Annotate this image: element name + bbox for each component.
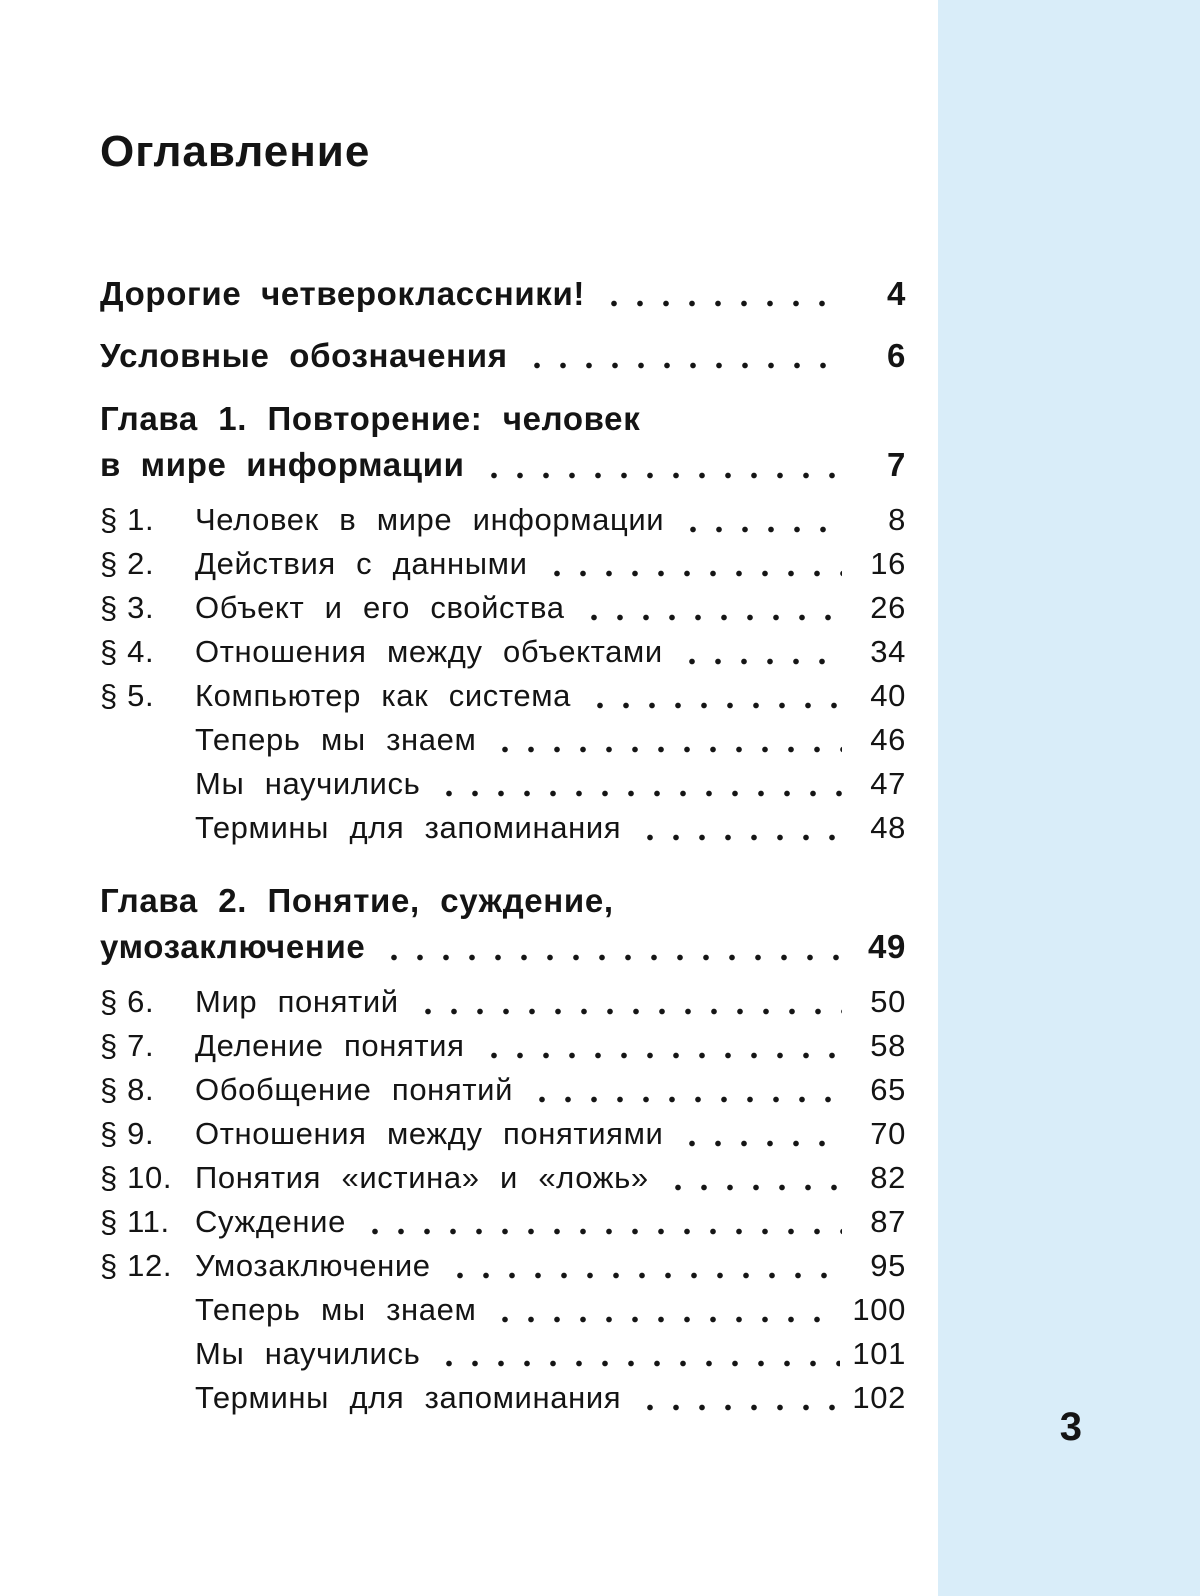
toc-entry xyxy=(100,498,906,542)
toc-entry-page: 82 xyxy=(870,1160,906,1195)
toc-entry-label: Дорогие четвероклассники! xyxy=(100,275,586,312)
toc-entry-number: § 11. xyxy=(100,1204,170,1239)
toc-entry-page: 70 xyxy=(870,1116,906,1151)
toc-entry-page: 102 xyxy=(852,1380,906,1415)
toc-entry xyxy=(100,674,906,718)
toc-entry-number: § 6. xyxy=(100,984,155,1019)
chapter-2-sections xyxy=(100,980,906,1420)
toc-entry-page: 101 xyxy=(852,1336,906,1371)
toc-entry-page: 65 xyxy=(870,1072,906,1107)
toc-entry-page: 95 xyxy=(870,1248,906,1283)
dot-leader xyxy=(635,806,842,850)
toc-entry-label: Обобщение понятий xyxy=(195,1072,514,1107)
toc-entry-page: 48 xyxy=(870,810,906,845)
toc-entry-label: Условные обозначения xyxy=(100,337,508,374)
toc-entry xyxy=(100,542,906,586)
dot-leader xyxy=(635,1376,840,1420)
toc-entry xyxy=(100,334,906,378)
toc-entry-page: 47 xyxy=(870,766,906,801)
dot-leader xyxy=(379,924,842,970)
toc-entry xyxy=(100,586,906,630)
toc-entry-number: § 1. xyxy=(100,502,155,537)
dot-leader xyxy=(445,1244,842,1288)
toc-entry-label: Понятия «истина» и «ложь» xyxy=(195,1160,649,1195)
toc-entry-page: 34 xyxy=(870,634,906,669)
toc-entry-number: § 7. xyxy=(100,1028,155,1063)
toc-entry xyxy=(100,272,906,316)
toc-entry-label: Термины для запоминания xyxy=(195,810,622,845)
toc-entry-page: 87 xyxy=(870,1204,906,1239)
toc-entry-page: 46 xyxy=(870,722,906,757)
toc-entry-label: Человек в мире информации xyxy=(195,502,665,537)
toc-entry-label: Теперь мы знаем xyxy=(195,1292,477,1327)
chapter-1-block xyxy=(100,396,906,850)
page-number: 3 xyxy=(1059,1405,1082,1449)
dot-leader xyxy=(579,586,842,630)
toc-entry xyxy=(100,718,906,762)
chapter-title-line2: в мире информации xyxy=(100,446,465,483)
toc-entry-label: Термины для запоминания xyxy=(195,1380,622,1415)
toc-entry-number: § 12. xyxy=(100,1248,173,1283)
toc-entry-label: Деление понятия xyxy=(195,1028,465,1063)
toc-entry-number: § 3. xyxy=(100,590,155,625)
dot-leader xyxy=(599,272,842,316)
dot-leader xyxy=(434,1332,840,1376)
toc-entry-label: Мы научились xyxy=(195,1336,421,1371)
dot-leader xyxy=(413,980,842,1024)
toc-entry-page: 4 xyxy=(886,275,906,312)
dot-leader xyxy=(490,718,842,762)
toc-entry xyxy=(100,806,906,850)
chapter-2-block xyxy=(100,878,906,1420)
chapter-title-line1: Глава 1. Повторение: человек xyxy=(100,400,641,437)
dot-leader xyxy=(663,1156,842,1200)
dot-leader xyxy=(479,442,842,488)
chapter-page: 7 xyxy=(886,446,906,483)
dot-leader xyxy=(677,630,842,674)
toc-entry xyxy=(100,1112,906,1156)
toc-entry-number: § 10. xyxy=(100,1160,173,1195)
toc-entry xyxy=(100,1244,906,1288)
toc-entry-number xyxy=(100,1288,195,1332)
toc-entry-number xyxy=(100,1376,195,1420)
toc-entry-number xyxy=(100,762,195,806)
chapter-title-line1: Глава 2. Понятие, суждение, xyxy=(100,882,614,919)
toc-entry-number xyxy=(100,806,195,850)
toc-entry-label: Мир понятий xyxy=(195,984,399,1019)
toc-entry-page: 58 xyxy=(870,1028,906,1063)
dot-leader xyxy=(585,674,842,718)
dot-leader xyxy=(678,498,842,542)
toc-entry-page: 50 xyxy=(870,984,906,1019)
toc-entry xyxy=(100,1200,906,1244)
toc-entry xyxy=(100,1376,906,1420)
toc-entry-label: Компьютер как система xyxy=(195,678,572,713)
chapter-1-sections xyxy=(100,498,906,850)
toc-entry xyxy=(100,1156,906,1200)
toc-entry-number xyxy=(100,718,195,762)
toc-entry-page: 40 xyxy=(870,678,906,713)
toc-entry xyxy=(100,630,906,674)
chapter-page: 49 xyxy=(867,928,906,965)
toc-entry-label: Объект и его свойства xyxy=(195,590,565,625)
toc-entry-number: § 2. xyxy=(100,546,155,581)
toc-entry-number: § 4. xyxy=(100,634,155,669)
dot-leader xyxy=(522,334,842,378)
toc-entry-label: Мы научились xyxy=(195,766,421,801)
toc-entry xyxy=(100,1288,906,1332)
toc-entry xyxy=(100,1332,906,1376)
dot-leader xyxy=(360,1200,842,1244)
toc-entry-page: 16 xyxy=(870,546,906,581)
chapter-title-line2-row xyxy=(100,442,906,488)
dot-leader xyxy=(677,1112,842,1156)
toc-entry-label: Теперь мы знаем xyxy=(195,722,477,757)
toc-entry-page: 26 xyxy=(870,590,906,625)
toc-entry xyxy=(100,1068,906,1112)
toc-entry-number: § 8. xyxy=(100,1072,155,1107)
toc-entry-number: § 9. xyxy=(100,1116,155,1151)
page-margin-stripe xyxy=(938,0,1200,1596)
dot-leader xyxy=(542,542,842,586)
toc-entry-label: Суждение xyxy=(195,1204,346,1239)
dot-leader xyxy=(434,762,842,806)
toc-entry-label: Отношения между объектами xyxy=(195,634,663,669)
toc-entry-label: Действия с данными xyxy=(195,546,528,581)
toc-entry xyxy=(100,980,906,1024)
dot-leader xyxy=(527,1068,842,1112)
toc-entry-number: § 5. xyxy=(100,678,155,713)
toc-entry-page: 6 xyxy=(886,337,906,374)
chapter-title-line2: умозаключение xyxy=(100,928,366,965)
toc-entry xyxy=(100,762,906,806)
toc-entry-page: 8 xyxy=(888,502,906,537)
dot-leader xyxy=(479,1024,842,1068)
front-matter-entries xyxy=(100,272,906,378)
dot-leader xyxy=(490,1288,840,1332)
toc-entry xyxy=(100,1024,906,1068)
toc-content xyxy=(100,127,906,1420)
toc-entry-page: 100 xyxy=(852,1292,906,1327)
toc-entry-number xyxy=(100,1332,195,1376)
page-title: Оглавление xyxy=(100,127,371,176)
toc-entry-label: Отношения между понятиями xyxy=(195,1116,664,1151)
toc-entry-label: Умозаключение xyxy=(195,1248,431,1283)
chapter-title-line2-row xyxy=(100,924,906,970)
